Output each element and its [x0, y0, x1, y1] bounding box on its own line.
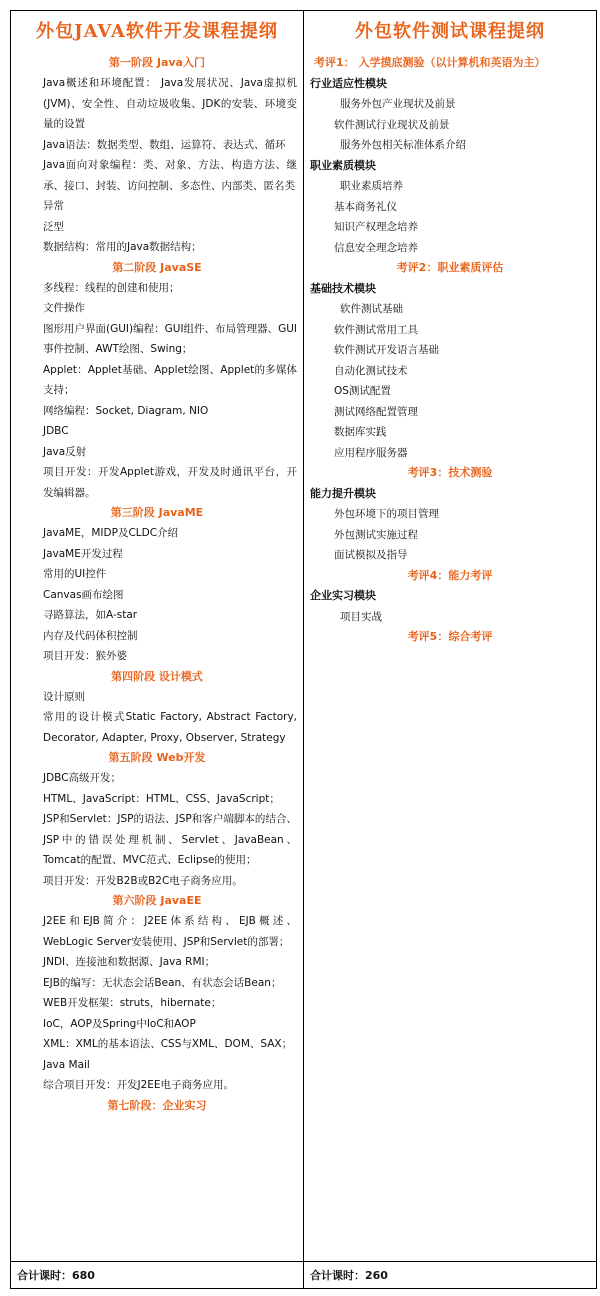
stage-topic-line: XML：XML的基本语法、CSS与XML、DOM、SAX； — [43, 1038, 293, 1050]
module-topic-line: 服务外包相关标准体系介绍 — [340, 139, 466, 151]
stage-topic-line: 文件操作 — [43, 302, 85, 314]
module-topic-line: 软件测试开发语言基础 — [334, 344, 439, 356]
stage-topic-line: JavaME开发过程 — [43, 547, 123, 560]
evaluation-heading: 考评2：职业素质评估 — [396, 261, 504, 274]
module-heading: 能力提升模块 — [310, 486, 376, 500]
module-heading: 基础技术模块 — [310, 281, 376, 295]
testing-course-column — [304, 11, 597, 1262]
module-topic-line: 信息安全理念培养 — [334, 241, 418, 254]
module-topic-line: 软件测试行业现状及前景 — [334, 118, 450, 131]
stage-topic-line: Java反射 — [43, 445, 87, 458]
stage-topic-line: J2EE和EJB简介：J2EE体系结构、EJB概述、WebLogic Server安装使用、JSP和Servlet的部署； — [43, 915, 297, 948]
module-topic-line: 应用程序服务器 — [334, 446, 408, 459]
module-topic-line: 数据库实践 — [334, 426, 387, 438]
stage-topic-line: JNDI、连接池和数据源、Java RMI； — [43, 956, 216, 968]
stage-topic-line: 数据结构：常用的Java数据结构； — [43, 241, 202, 253]
module-topic-line: 面试模拟及指导 — [334, 549, 408, 561]
evaluation-heading: 考评1： 入学摸底测验（以计算机和英语为主） — [314, 56, 546, 69]
module-topic-line: 自动化测试技术 — [334, 364, 408, 377]
course-outline-table — [10, 10, 597, 1289]
module-heading: 行业适应性模块 — [310, 76, 387, 90]
stage-topic-line: 设计原则 — [43, 690, 85, 703]
testing-total-hours: 合计课时：260 — [304, 1262, 597, 1289]
stage-topic-line: 寻路算法，如A-star — [43, 609, 138, 621]
module-topic-line: OS测试配置 — [334, 385, 391, 397]
module-heading: 职业素质模块 — [310, 158, 376, 172]
stage-heading: 第六阶段 JavaEE — [112, 894, 202, 907]
stage-heading: 第五阶段 Web开发 — [108, 751, 206, 764]
module-topic-line: 职业素质培养 — [340, 180, 403, 192]
java-course-column — [11, 11, 304, 1262]
stage-heading: 第二阶段 JavaSE — [112, 260, 202, 274]
evaluation-heading: 考评4：能力考评 — [407, 568, 493, 582]
module-heading: 企业实习模块 — [310, 589, 376, 602]
stage-topic-line: JDBC高级开发； — [43, 772, 122, 784]
module-topic-line: 软件测试常用工具 — [334, 323, 418, 336]
stage-topic-line: Canvas画布绘图 — [43, 588, 124, 601]
stage-topic-line: JDBC — [43, 425, 69, 437]
stage-topic-line: JSP和Servlet：JSP的语法、JSP和客户端脚本的结合、JSP中的错误处理机制、Servlet、JavaBean、Tomcat的配置、MVC范式、Eclipse的使用； — [43, 813, 297, 866]
stage-topic-line: 常用的UI控件 — [43, 568, 107, 580]
module-topic-line: 项目实战 — [340, 610, 382, 623]
module-topic-line: 服务外包产业现状及前景 — [340, 98, 456, 110]
stage-topic-line: 泛型 — [43, 220, 64, 233]
java-stage-list — [17, 53, 297, 1116]
module-topic-line: 软件测试基础 — [340, 303, 403, 315]
stage-topic-line: HTML、JavaScript：HTML、CSS、JavaScript； — [43, 792, 280, 805]
stage-topic-line: Java面向对象编程：类、对象、方法、构造方法、继承、接口、封装、访问控制、多态性、内部类、匿名类 — [43, 159, 297, 192]
java-course-title: 外包JAVA软件开发课程提纲 — [36, 21, 278, 42]
module-topic-line: 测试网络配置管理 — [334, 405, 418, 418]
java-total-hours: 合计课时：680 — [11, 1262, 304, 1289]
stage-topic-line: 多线程：线程的创建和使用； — [43, 281, 180, 294]
module-topic-line: 外包测试实施过程 — [334, 528, 418, 541]
stage-topic-line: WEB开发框架：struts，hibernate； — [43, 997, 222, 1009]
stage-topic-line: 项目开发：开发Applet游戏，开发及时通讯平台，开发编辑器。 — [43, 466, 297, 499]
module-topic-line: 外包环境下的项目管理 — [334, 508, 439, 520]
stage-topic-line: JavaME，MIDP及CLDC介绍 — [43, 527, 179, 539]
stage-topic-line: Java Mail — [43, 1058, 90, 1071]
stage-topic-line: 异常 — [43, 200, 64, 212]
stage-topic-line: IoC，AOP及Spring中IoC和AOP — [43, 1017, 196, 1030]
testing-course-title: 外包软件测试课程提纲 — [355, 21, 545, 42]
stage-heading: 第三阶段 JavaME — [110, 506, 204, 519]
stage-topic-line: Java概述和环境配置： Java发展状况、Java虚拟机(JVM)、安全性、自动垃圾收集、JDK的安装、环境变量的设置 — [43, 77, 297, 130]
evaluation-heading: 考评3：技术测验 — [407, 466, 493, 479]
stage-topic-line: 综合项目开发：开发J2EE电子商务应用。 — [43, 1079, 235, 1091]
stage-topic-line: EJB的编写：无状态会话Bean、有状态会话Bean； — [43, 976, 282, 989]
stage-heading: 第四阶段 设计模式 — [111, 669, 203, 683]
stage-topic-line: 图形用户界面(GUI)编程：GUI组件、布局管理器、GUI事件控制、AWT绘图、Swing； — [43, 322, 297, 355]
stage-topic-line: 项目开发：开发B2B或B2C电子商务应用。 — [43, 874, 243, 887]
stage-heading: 第一阶段 Java入门 — [109, 56, 205, 69]
stage-topic-line: 项目开发：猴外婆 — [43, 650, 127, 662]
stage-topic-line: Applet：Applet基础、Applet绘图、Applet的多媒体支持； — [43, 363, 297, 396]
stage-topic-line: 内存及代码体积控制 — [43, 629, 138, 642]
stage-topic-line: 网络编程：Socket, Diagram, NIO — [43, 404, 209, 417]
module-topic-line: 基本商务礼仪 — [334, 200, 397, 213]
evaluation-heading: 考评5：综合考评 — [407, 630, 493, 643]
stage-topic-line: Java语法：数据类型、数组、运算符、表达式、循环 — [43, 138, 286, 151]
stage-topic-line: 常用的设计模式Static Factory, Abstract Factory, Decorator, Adapter, Proxy, Observer, Strategy — [43, 711, 297, 744]
module-topic-line: 知识产权理念培养 — [334, 221, 418, 233]
testing-item-list — [310, 53, 590, 648]
stage-heading: 第七阶段：企业实习 — [107, 1098, 207, 1112]
